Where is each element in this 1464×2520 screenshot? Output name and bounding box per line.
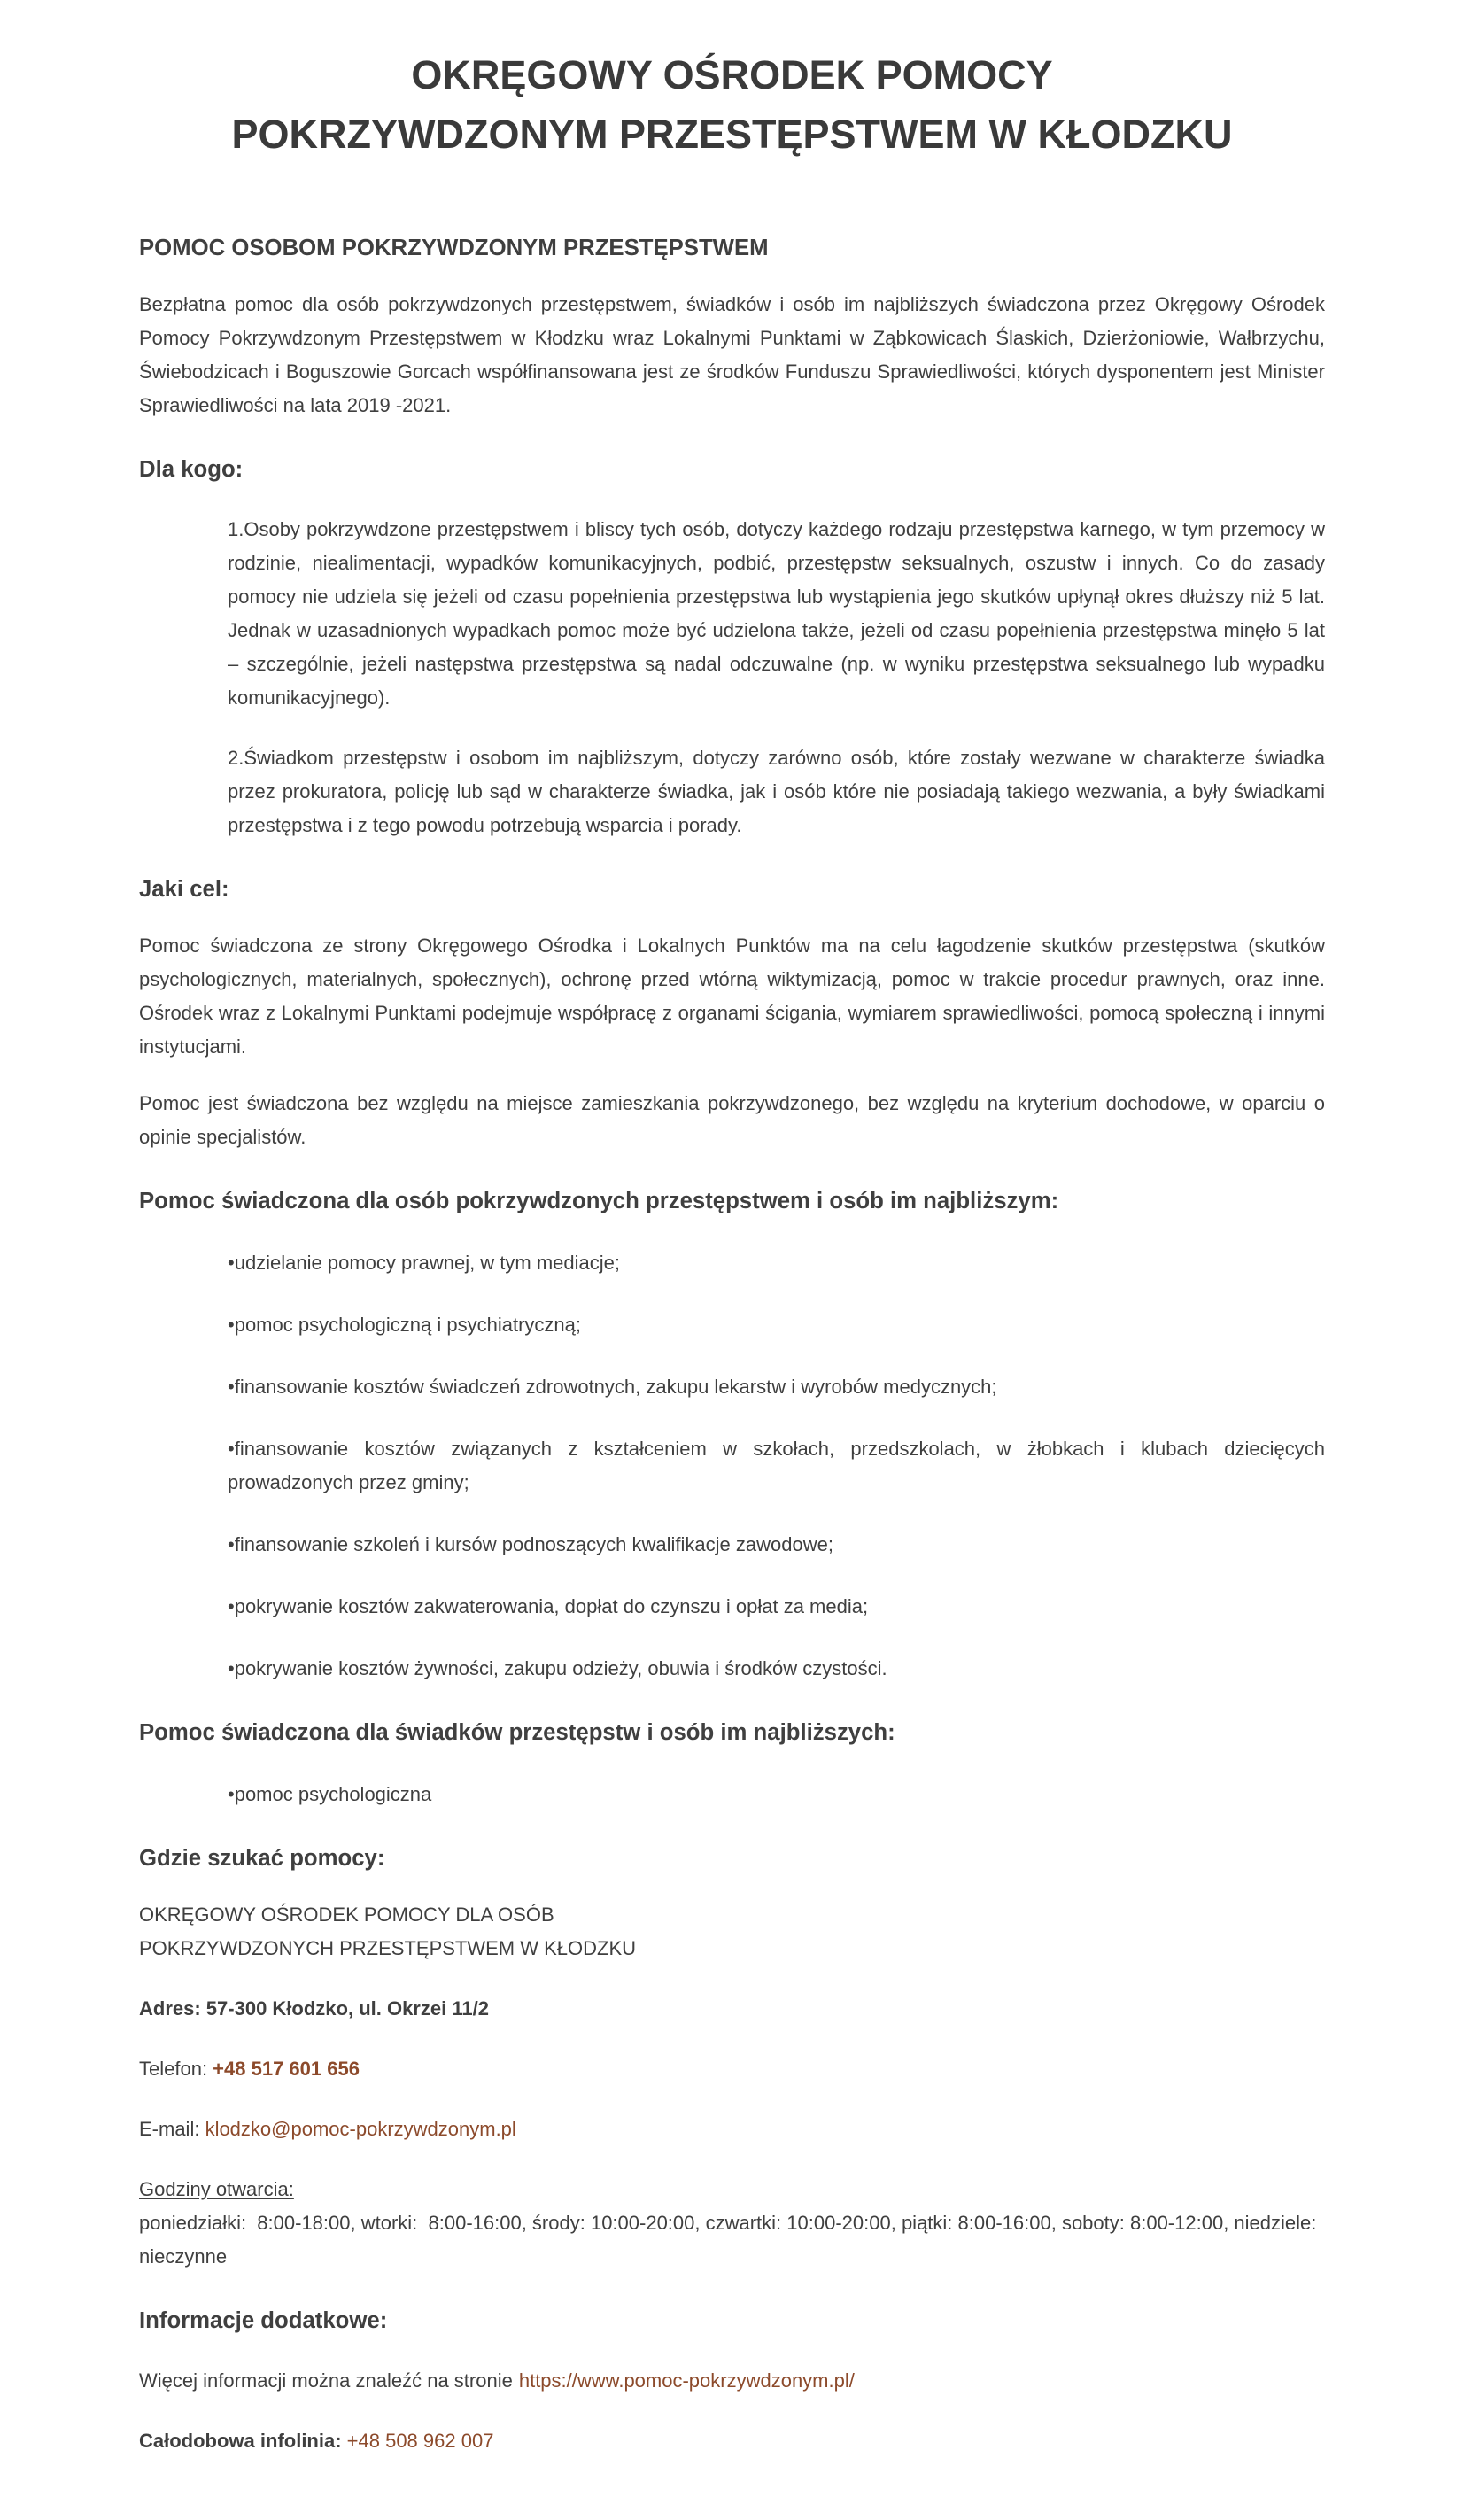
for-whom-heading: Dla kogo: xyxy=(139,457,244,483)
email-line xyxy=(139,2113,1325,2146)
email-link[interactable]: klodzko@pomoc-pokrzywdzonym.pl xyxy=(205,2118,516,2141)
page-title-line-2: POKRZYWDZONYM PRZESTĘPSTWEM W KŁODZKU xyxy=(231,111,1233,157)
bullet-item: •pomoc psychologiczna xyxy=(228,1783,432,1806)
hotline-line xyxy=(139,2424,1325,2458)
intro-heading: POMOC OSOBOM POKRZYWDZONYM PRZESTĘPSTWEM xyxy=(139,236,769,261)
document-content xyxy=(139,231,1325,2458)
center-name-line-1: OKRĘGOWY OŚRODEK POMOCY DLA OSÓB xyxy=(139,1904,554,1927)
phone-label: Telefon: xyxy=(139,2058,213,2081)
goal-heading: Jaki cel: xyxy=(139,877,229,903)
center-name xyxy=(139,1898,1325,1966)
center-name-line-2: POKRZYWDZONYCH PRZESTĘPSTWEM W KŁODZKU xyxy=(139,1937,637,1960)
phone-line xyxy=(139,2052,1325,2086)
bullet-item: •udzielanie pomocy prawnej, w tym mediacje; xyxy=(228,1252,621,1275)
page-title xyxy=(139,46,1325,164)
email-label: E-mail: xyxy=(139,2118,205,2141)
bullet-item: •pokrywanie kosztów zakwaterowania, dopłat do czynszu i opłat za media; xyxy=(228,1595,869,1618)
goal-paragraph-2: Pomoc jest świadczona bez względu na miejsce zamieszkania pokrzywdzonego, bez względu na kryterium dochodowe, w oparciu o opinie specjalistów. xyxy=(139,1092,1325,1149)
victims-bullet-list xyxy=(139,1246,1325,1686)
address-line: Adres: 57-300 Kłodzko, ul. Okrzei 11/2 xyxy=(139,1997,489,2020)
additional-info-heading: Informacje dodatkowe: xyxy=(139,2308,388,2334)
more-info-text: Więcej informacji można znaleźć na stronie xyxy=(139,2369,513,2392)
hotline-label: Całodobowa infolinia: xyxy=(139,2430,347,2453)
witnesses-bullet-list xyxy=(139,1778,1325,1811)
for-whom-item-2: 2.Świadkom przestępstw i osobom im najbliższym, dotyczy zarówno osób, które zostały wezwane w charakterze świadka przez prokuratora, policję lub sąd w charakterze świadka, jak i osób które nie posiadają takiego wezwania, a były świadkami przestępstwa i z tego powodu potrzebują wsparcia i porady. xyxy=(228,747,1325,837)
website-link[interactable]: https://www.pomoc-pokrzywdzonym.pl/ xyxy=(518,2369,855,2392)
for-whom-item-1: 1.Osoby pokrzywdzone przestępstwem i bliscy tych osób, dotyczy każdego rodzaju przestępstwa karnego, w tym przemocy w rodzinie, niealimentacji, wypadków komunikacyjnych, podbić, przestępstw seksualnych, oszustw i innych. Co do zasady pomocy nie udziela się jeżeli od czasu popełnienia przestępstwa lub wystąpienia jego skutków upłynął okres dłuższy niż 5 lat. Jednak w uzasadnionych wypadkach pomoc może być udzielona także, jeżeli od czasu popełnienia przestępstwa minęło 5 lat – szczególnie, jeżeli następstwa przestępstwa są nadal odczuwalne (np. w wyniku przestępstwa seksualnego lub wypadku komunikacyjnego). xyxy=(228,518,1325,709)
more-info-line xyxy=(139,2364,1325,2398)
bullet-item: •finansowanie szkoleń i kursów podnoszących kwalifikacje zawodowe; xyxy=(228,1533,833,1556)
hours-text: poniedziałki: 8:00-18:00, wtorki: 8:00-16:00, środy: 10:00-20:00, czwartki: 10:00-20:00, piątki: 8:00-16:00, soboty: 8:00-12:00, niedziele: nieczynne xyxy=(139,2212,1322,2268)
bullet-item: •finansowanie kosztów związanych z kształceniem w szkołach, przedszkolach, w żłobkach i klubach dziecięcych prowadzonych przez gminy; xyxy=(228,1438,1325,1494)
hours-heading: Godziny otwarcia: xyxy=(139,2178,294,2201)
bullet-item: •pokrywanie kosztów żywności, zakupu odzieży, obuwia i środków czystości. xyxy=(228,1657,887,1680)
witnesses-help-heading: Pomoc świadczona dla świadków przestępstw i osób im najbliższych: xyxy=(139,1720,895,1746)
page-title-line-1: OKRĘGOWY OŚRODEK POMOCY xyxy=(411,52,1053,97)
bullet-item: •finansowanie kosztów świadczeń zdrowotnych, zakupu lekarstw i wyrobów medycznych; xyxy=(228,1376,997,1399)
hotline-link[interactable]: +48 508 962 007 xyxy=(346,2430,494,2453)
victims-help-heading: Pomoc świadczona dla osób pokrzywdzonych przestępstwem i osób im najbliższym: xyxy=(139,1189,1059,1214)
phone-link[interactable]: +48 517 601 656 xyxy=(213,2058,360,2081)
goal-paragraph-1: Pomoc świadczona ze strony Okręgowego Ośrodka i Lokalnych Punktów ma na celu łagodzenie skutków przestępstwa (skutków psychologicznych, materialnych, społecznych), ochronę przed wtórną wiktymizacją, pomoc w trakcie procedur prawnych, oraz inne. Ośrodek wraz z Lokalnymi Punktami podejmuje współpracę z organami ścigania, wymiarem sprawiedliwości, pomocą społeczną i innymi instytucjami. xyxy=(139,934,1325,1058)
intro-paragraph: Bezpłatna pomoc dla osób pokrzywdzonych przestępstwem, świadków i osób im najbliższych świadczona przez Okręgowy Ośrodek Pomocy Pokrzywdzonym Przestępstwem w Kłodzku wraz Lokalnymi Punktami w Ząbkowicach Ślaskich, Dzierżoniowie, Wałbrzychu, Świebodzicach i Boguszowie Gorcach współfinansowana jest ze środków Funduszu Sprawiedliwości, których dysponentem jest Minister Sprawiedliwości na lata 2019 -2021. xyxy=(139,293,1325,417)
bullet-item: •pomoc psychologiczną i psychiatryczną; xyxy=(228,1314,581,1337)
where-heading: Gdzie szukać pomocy: xyxy=(139,1846,385,1872)
